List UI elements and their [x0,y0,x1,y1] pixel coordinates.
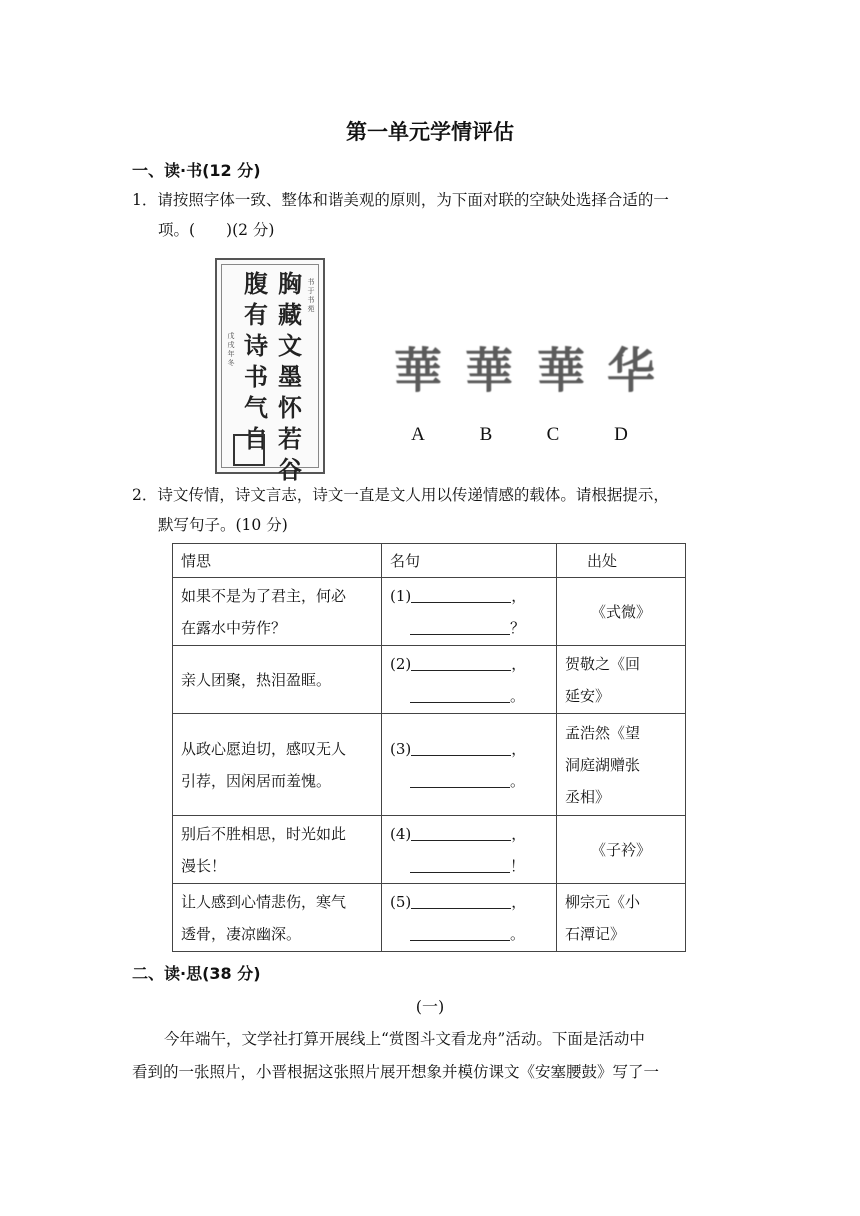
answer-blank[interactable] [411,822,511,841]
couplet-right-char: 怀 [278,393,302,422]
couplet-right-char: 谷 [278,455,302,484]
qingsi-cell: 亲人团聚，热泪盈眶。 [173,646,382,714]
header-qingsi: 情思 [173,544,382,578]
answer-blank[interactable] [410,684,510,703]
q2-line2: 默写句子。(10 分) [158,516,288,534]
q1-line1: 1．请按照字体一致、整体和谐美观的原则，为下面对联的空缺处选择合适的一 [132,191,669,209]
couplet-left-char: 诗 [244,331,268,360]
couplet-image [215,258,325,484]
couplet-right-char: 藏 [278,300,302,329]
table-row [173,816,686,884]
table-row [173,714,686,816]
source-cell: 《式微》 [557,578,686,646]
q1-text [132,185,742,245]
source-cell: 《子衿》 [557,816,686,884]
answer-blank[interactable] [410,769,510,788]
couplet-right-char: 墨 [278,362,302,391]
mingju-cell: (1) ， ？ [382,578,557,646]
passage-line2: 看到的一张照片，小晋根据这张照片展开想象并模仿课文《安塞腰鼓》写了一 [132,1063,660,1081]
q2-line1: 2．诗文传情，诗文言志，诗文一直是文人用以传递情感的载体。请根据提示， [132,486,669,504]
option-b-char: 華 [464,343,513,399]
option-c-char: 華 [536,343,585,399]
mingju-cell: (3) ， 。 [382,714,557,816]
couplet-left-char: 有 [244,300,268,329]
q2-text [132,480,742,540]
section2-subheading: (一) [415,997,445,1016]
section1-heading: 一、读·书(12 分) [132,161,261,180]
header-mingju: 名句 [382,544,557,578]
table-row [173,884,686,952]
answer-blank[interactable] [411,737,511,756]
option-c-letter: C [546,424,560,445]
qingsi-cell: 让人感到心情悲伤，寒气 透骨，凄凉幽深。 [173,884,382,952]
answer-blank[interactable] [410,922,510,941]
table-header-row [173,544,686,578]
source-cell: 柳宗元《小 石潭记》 [557,884,686,952]
answer-blank[interactable] [410,854,510,873]
mingju-cell: (4) ， ！ [382,816,557,884]
answer-blank[interactable] [411,652,511,671]
couplet-left-char: 腹 [244,269,268,298]
section2-heading: 二、读·思(38 分) [132,964,261,983]
couplet-left-column [241,268,271,454]
option-d-char: 华 [606,343,655,399]
poem-table [172,543,686,952]
answer-blank[interactable] [411,890,511,909]
option-b-letter: B [479,424,493,445]
source-cell: 贺敬之《回 延安》 [557,646,686,714]
option-a-char: 華 [393,343,442,399]
couplet-right-column [275,268,305,485]
couplet-left-char: 气 [244,393,268,422]
page-title: 第一单元学情评估 [346,120,514,144]
q1-line2: 项。( )(2 分) [158,221,275,239]
table-row [173,646,686,714]
couplet-right-char: 胸 [278,269,302,298]
table-row [173,578,686,646]
header-chuchu: 出处 [557,544,686,578]
mingju-cell: (2) ， 。 [382,646,557,714]
mingju-cell: (5) ， 。 [382,884,557,952]
couplet-right-char: 文 [278,331,302,360]
qingsi-cell: 如果不是为了君主，何必 在露水中劳作？ [173,578,382,646]
answer-blank[interactable] [411,584,511,603]
couplet-inscription-left: 戊戌年冬 [227,332,235,367]
option-a-letter: A [411,424,425,445]
answer-blank[interactable] [410,616,510,635]
couplet-left-char: 书 [244,362,268,391]
couplet-inscription-right: 书于书苑 [307,278,315,313]
passage-line1: 今年端午，文学社打算开展线上“赏图斗文看龙舟”活动。下面是活动中 [164,1030,645,1048]
option-d-letter: D [614,424,628,445]
couplet-left-char: 自 [244,424,268,453]
couplet-right-char: 若 [278,424,302,453]
qingsi-cell: 从政心愿迫切，感叹无人 引荐，因闲居而羞愧。 [173,714,382,816]
couplet-blank-box [233,434,265,466]
qingsi-cell: 别后不胜相思，时光如此 漫长！ [173,816,382,884]
source-cell: 孟浩然《望 洞庭湖赠张 丞相》 [557,714,686,816]
